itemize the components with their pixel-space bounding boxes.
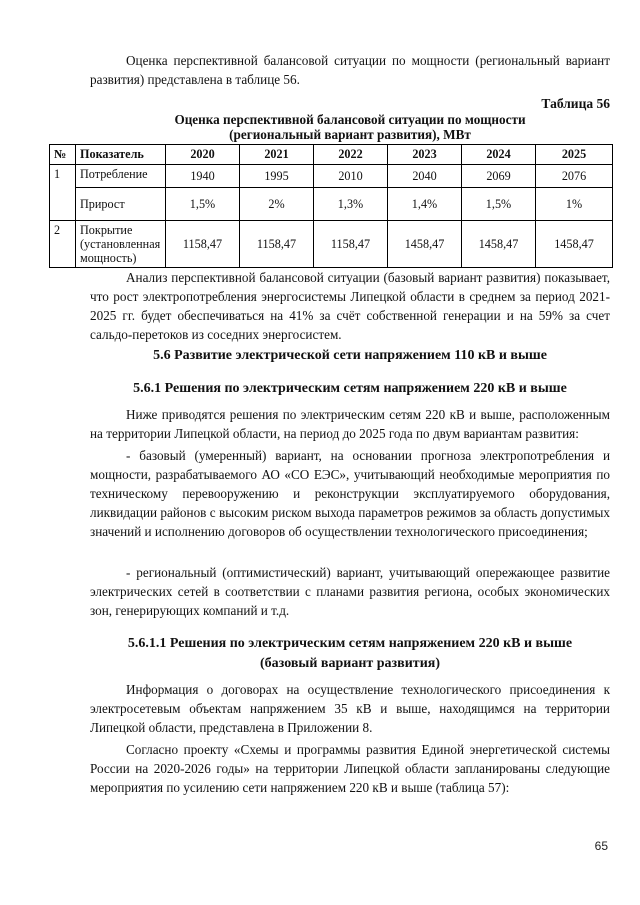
- section-heading-5-6-1: 5.6.1 Решения по электрическим сетям напряжением 220 кВ и выше: [133, 381, 567, 396]
- cell: 1458,47: [388, 221, 462, 268]
- paragraph: [90, 405, 610, 443]
- paragraph-text: Ниже приводятся решения по электрическим сетям 220 кВ и выше, расположенным на территории Липецкой области, на период до 2025 года по двум вариантам развития:: [90, 407, 610, 441]
- cell: 1158,47: [166, 221, 240, 268]
- header-num: №: [50, 145, 76, 165]
- row-name: Покрытие (установленная мощность): [76, 221, 166, 268]
- cell: 1158,47: [240, 221, 314, 268]
- table-row: [50, 221, 613, 268]
- paragraph-regional-variant: [90, 563, 610, 620]
- table-caption-line1: Оценка перспективной балансовой ситуации по мощности: [174, 112, 526, 127]
- header-indicator: Показатель: [76, 145, 166, 165]
- cell: 1158,47: [314, 221, 388, 268]
- cell: 2040: [388, 165, 462, 188]
- cell: 2%: [240, 188, 314, 221]
- section-heading-5-6-1-1: [90, 634, 610, 674]
- balance-table: [49, 144, 613, 268]
- heading-line2: (базовый вариант развития): [260, 656, 440, 671]
- header-year: 2022: [314, 145, 388, 165]
- header-year: 2023: [388, 145, 462, 165]
- analysis-paragraph: [90, 268, 610, 344]
- row-name: Прирост: [76, 188, 166, 221]
- header-year: 2020: [166, 145, 240, 165]
- cell: 1,5%: [166, 188, 240, 221]
- row-name: Потребление: [76, 165, 166, 188]
- page-number: 65: [594, 839, 608, 853]
- cell: 2069: [462, 165, 536, 188]
- analysis-text: Анализ перспективной балансовой ситуации (базовый вариант развития) показывает, что рост электропотребления энергосистемы Липецкой области в среднем за период 2021-2025 гг. будет обеспечиваться на 41% за счёт собственной генерации и на 59% за счет сальдо-перетоков из соседних энергосистем.: [90, 270, 610, 342]
- intro-paragraph: [90, 51, 610, 89]
- paragraph-text: Согласно проекту «Схемы и программы развития Единой энергетической системы России на 2020-2026 годы» на территории Липецкой области запланированы следующие мероприятия по усилению сети напряжением 220 кВ и выше (таблица 57):: [90, 742, 610, 795]
- cell: 1,4%: [388, 188, 462, 221]
- row-num: 1: [50, 165, 76, 221]
- cell: 1%: [536, 188, 613, 221]
- intro-text: Оценка перспективной балансовой ситуации по мощности (региональный вариант развития) представлена в таблице 56.: [90, 53, 610, 87]
- header-year: 2021: [240, 145, 314, 165]
- cell: 1940: [166, 165, 240, 188]
- table-label: Таблица 56: [541, 96, 610, 111]
- header-year: 2025: [536, 145, 613, 165]
- paragraph-text: - региональный (оптимистический) вариант, учитывающий опережающее развитие электрических сетей в соответствии с планами развития региона, особых экономических зон, генерирующих компаний и т.д.: [90, 565, 610, 618]
- cell: 1458,47: [462, 221, 536, 268]
- row-num: 2: [50, 221, 76, 268]
- paragraph-plan: [90, 740, 610, 797]
- cell: 1,3%: [314, 188, 388, 221]
- cell: 2076: [536, 165, 613, 188]
- heading-line1: 5.6.1.1 Решения по электрическим сетям напряжением 220 кВ и выше: [127, 636, 573, 651]
- cell: 1995: [240, 165, 314, 188]
- table-row: [50, 165, 613, 188]
- section-heading-5-6: 5.6 Развитие электрической сети напряжением 110 кВ и выше: [153, 348, 547, 363]
- paragraph-text: Информация о договорах на осуществление технологического присоединения к электросетевым объектам напряжением 35 кВ и выше, находящимся на территории Липецкой области, представлена в Приложении 8.: [90, 682, 610, 735]
- paragraph-text: - базовый (умеренный) вариант, на основании прогноза электропотребления и мощности, разрабатываемого АО «СО ЕЭС», учитывающий необходимые мероприятия по техническому перевооружению и реконструкции эксплуатируемого оборудования, ликвидации районов с высоким риском выхода параметров режимов за область допустимых значений и исполнению договоров об осуществлении технологического присоединения;: [90, 448, 610, 539]
- table-caption-line2: (региональный вариант развития), МВт: [229, 127, 471, 142]
- cell: 2010: [314, 165, 388, 188]
- header-year: 2024: [462, 145, 536, 165]
- paragraph-base-variant: [90, 446, 610, 541]
- cell: 1,5%: [462, 188, 536, 221]
- table-row: [50, 188, 613, 221]
- paragraph-appendix: [90, 680, 610, 737]
- table-header-row: [50, 145, 613, 165]
- cell: 1458,47: [536, 221, 613, 268]
